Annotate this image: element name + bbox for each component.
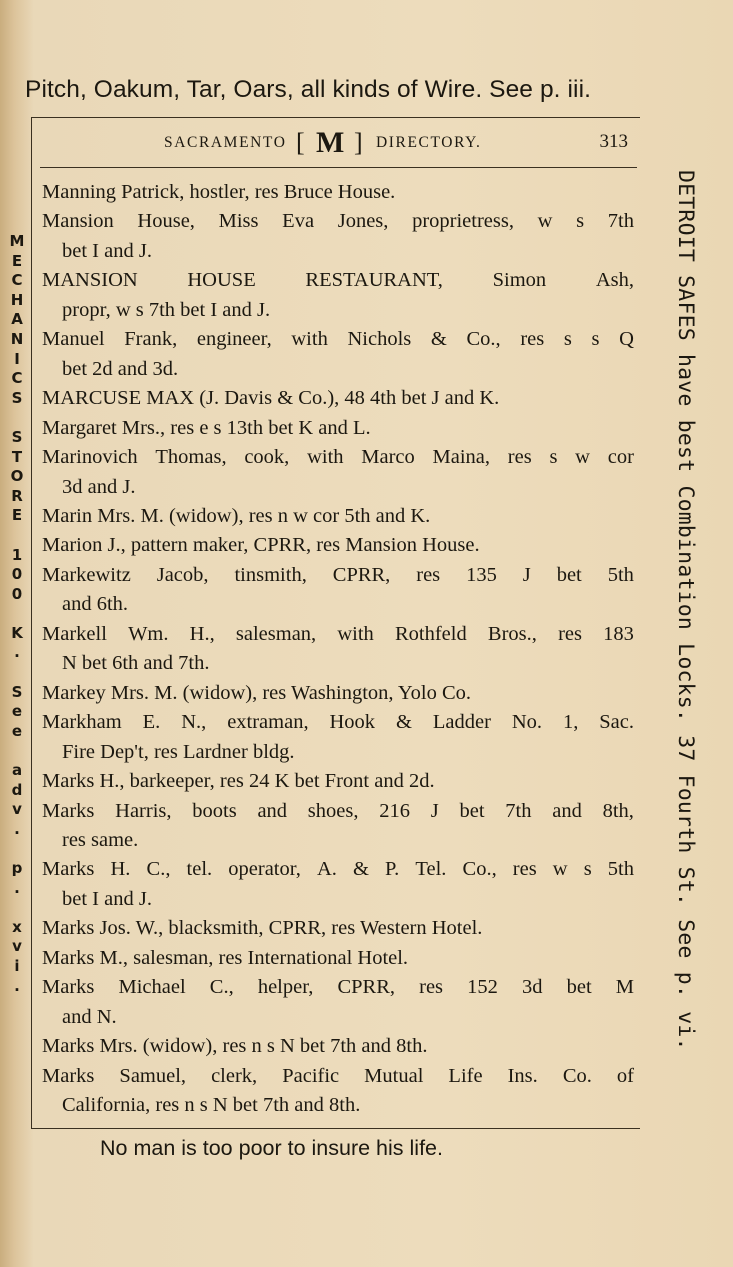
directory-entry — [42, 679, 634, 708]
entry-continuation-line: and 6th. — [62, 593, 129, 616]
directory-entry — [42, 561, 634, 620]
entry-continuation-line: California, res n s N bet 7th and 8th. — [62, 1094, 361, 1117]
entry-line: Marks M., salesman, res International Hotel. — [42, 946, 409, 969]
header-bracket-open: [ — [296, 128, 305, 157]
directory-entry — [42, 914, 634, 943]
directory-entry — [42, 207, 634, 266]
entry-continuation-line: res same. — [62, 828, 139, 851]
entry-line: Manuel Frank, engineer, with Nichols & Co., res s s Q — [42, 328, 634, 351]
directory-entry — [42, 708, 634, 767]
directory-entry — [42, 531, 634, 560]
entry-continuation-line: N bet 6th and 7th. — [62, 652, 210, 675]
entry-continuation-line: Fire Dep't, res Lardner bldg. — [62, 740, 295, 763]
entry-continuation-line: propr, w s 7th bet I and J. — [62, 298, 271, 321]
directory-entry — [42, 1062, 634, 1121]
directory-entry — [42, 443, 634, 502]
page-number: 313 — [599, 131, 628, 152]
directory-entry — [42, 944, 634, 973]
right-margin-advertisement: DETROIT SAFES have best Combination Locks. 37 Fourth St. See p. vi. — [673, 170, 698, 1051]
entry-line: Mansion House, Miss Eva Jones, proprietress, w s 7th — [42, 210, 634, 233]
directory-entry — [42, 384, 634, 413]
entry-line: Marks Michael C., helper, CPRR, res 152 3d bet M — [42, 976, 634, 999]
entry-line: MANSION HOUSE RESTAURANT, Simon Ash, — [42, 269, 634, 292]
directory-entry — [42, 855, 634, 914]
entry-continuation-line: and N. — [62, 1005, 117, 1028]
header-directory: DIRECTORY. — [376, 134, 482, 151]
entry-line: Marks H. C., tel. operator, A. & P. Tel. Co., res w s 5th — [42, 858, 634, 881]
entry-continuation-line: bet 2d and 3d. — [62, 357, 179, 380]
header-letter: M — [316, 126, 345, 159]
entry-line: Marks Samuel, clerk, Pacific Mutual Life Ins. Co. of — [42, 1064, 634, 1087]
top-advertisement: Pitch, Oakum, Tar, Oars, all kinds of Wire. See p. iii. — [25, 76, 592, 103]
header-city: SACRAMENTO — [164, 134, 287, 151]
directory-entry — [42, 266, 634, 325]
directory-entry — [42, 973, 634, 1032]
bottom-advertisement: No man is too poor to insure his life. — [100, 1136, 443, 1160]
entry-line: Marks Harris, boots and shoes, 216 J bet 7th and 8th, — [42, 799, 634, 822]
entry-continuation-line: bet I and J. — [62, 887, 152, 910]
entry-continuation-line: bet I and J. — [62, 239, 152, 262]
directory-entry — [42, 178, 634, 207]
directory-entries — [42, 178, 634, 1121]
header-rule — [40, 167, 637, 168]
entry-line: Marin Mrs. M. (widow), res n w cor 5th and K. — [42, 504, 431, 527]
left-margin-advertisement: M E C H A N I C S S T O R E 1 0 0 K . S e e a d v . p . x v i . — [9, 232, 25, 995]
entry-line: Margaret Mrs., res e s 13th bet K and L. — [42, 416, 371, 439]
directory-entry — [42, 767, 634, 796]
directory-entry — [42, 414, 634, 443]
directory-entry — [42, 620, 634, 679]
directory-entry — [42, 1032, 634, 1061]
entry-line: Marion J., pattern maker, CPRR, res Mansion House. — [42, 534, 480, 557]
entry-line: Markey Mrs. M. (widow), res Washington, Yolo Co. — [42, 681, 472, 704]
directory-entry — [42, 797, 634, 856]
entry-line: Marinovich Thomas, cook, with Marco Maina, res s w cor — [42, 446, 634, 469]
entry-line: MARCUSE MAX (J. Davis & Co.), 48 4th bet J and K. — [42, 387, 500, 410]
entry-line: Markell Wm. H., salesman, with Rothfeld Bros., res 183 — [42, 622, 634, 645]
entry-line: Markewitz Jacob, tinsmith, CPRR, res 135 J bet 5th — [42, 563, 634, 586]
entry-line: Marks H., barkeeper, res 24 K bet Front and 2d. — [42, 770, 435, 793]
directory-entry — [42, 325, 634, 384]
directory-entry — [42, 502, 634, 531]
entry-continuation-line: 3d and J. — [62, 475, 136, 498]
entry-line: Markham E. N., extraman, Hook & Ladder No. 1, Sac. — [42, 711, 634, 734]
entry-line: Marks Jos. W., blacksmith, CPRR, res Western Hotel. — [42, 917, 483, 940]
running-header — [40, 126, 630, 160]
entry-line: Manning Patrick, hostler, res Bruce House. — [42, 181, 396, 203]
entry-line: Marks Mrs. (widow), res n s N bet 7th and 8th. — [42, 1035, 428, 1058]
header-bracket-close: ] — [354, 128, 363, 157]
